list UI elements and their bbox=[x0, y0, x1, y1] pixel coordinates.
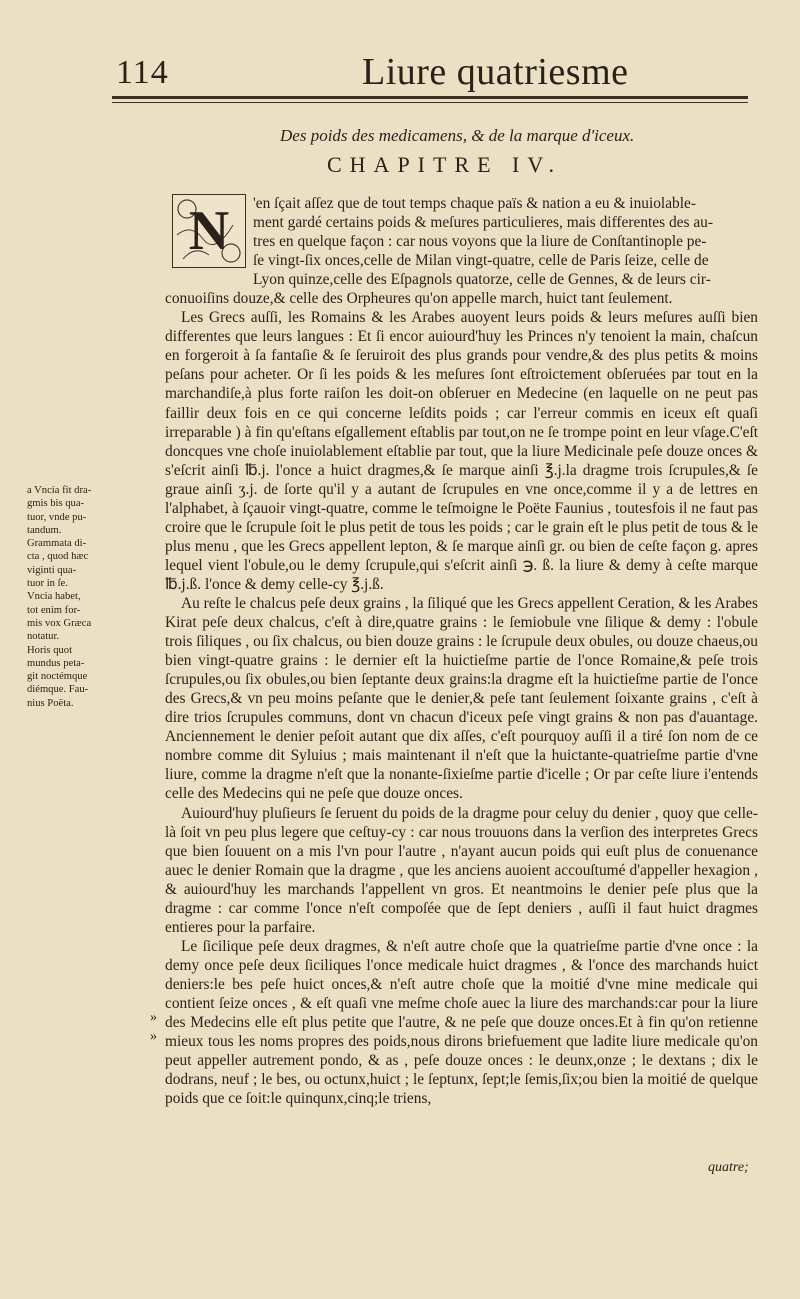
paragraph: Le ſicilique peſe deux dragmes, & n'eſt autre choſe que la quatrieſme partie d'vne once : la demy once peſe deux ſiciliques l'once medicale huict dragmes , & l'once des marchands huict deniers:le bes peſe huict onces,& n'eſt autre choſe que la moitié d'vne mine medicale qui contient ſeize onces , & eſt quaſi vne meſme choſe auec la liure des marchands:car pour la liure des Medecins elle eſt plus petite que l'autre, & ne peſe que douze onces.Et à fin qu'on retienne mieux tous les noms propres des poids,nous dirons briefuement que ladite liure medicale qu'on peut appeller autrement pondo, & as , peſe douze onces : le deunx,onze ; le dextans ; dix le dodrans, neuf ; le bes, ou octunx,huict ; le ſeptunx, ſept;le ſemis,ſix;ou bien la moitié de quelque poids que ce ſoit:le quinqunx,cinq;le triens, bbox=[165, 937, 758, 1108]
paragraph: Au reſte le chalcus peſe deux grains , la ſiliqué que les Grecs appellent Ceration, & les Arabes Kirat peſe deux chalcus, c'eſt à dire,quatre grains : le ſemiobule vne ſilique & demy : l'obule trois ſiliques , ou ſix chalcus, ou bien douze grains : le ſcrupule deux obules, ou douze chaeus,ou bien vingt-quatre grains : le dernier eſt la huictieſme partie de l'once Romaine,& peſe trois ſcrupules,ou ſix obules,ou bien ſeptante deux grains:la dragme eſt la huictieſme partie de l'once des Grecs,& vn peu moins peſante que le denier,& peſe tant ſeulement ſoixante grains , c'eſt à dire trios ſcrupules communs, dont vn chacun d'iceux peſe vingt grains & non pas d'auantage. Anciennement le denier peſoit autant que dix aſſes, c'eſt pourquoy auſſi il a tiré ſon nom de ce nombre comme dit Syluius ; mais maintenant il n'eſt que la huictante-quatrieſme partie d'vne liure, comme la dragme n'eſt que la nonante-ſixieſme partie d'icelle ; Or par ceſte liure i'entends celle des Medecins qui ne peſe que douze onces. bbox=[165, 594, 758, 803]
quote-mark: » bbox=[150, 1029, 157, 1044]
text-line: tres en quelque façon : car nous voyons que la liure de Conſtantinople pe- bbox=[253, 233, 707, 251]
margin-note-line: gmis bis qua- bbox=[27, 498, 85, 510]
margin-note-line: tuor, vnde pu- bbox=[27, 511, 87, 523]
margin-note-line: Horis quot bbox=[27, 644, 73, 656]
margin-note-line: notatur. bbox=[27, 631, 60, 643]
margin-note-line: viginti qua- bbox=[27, 564, 77, 576]
margin-notes bbox=[27, 484, 149, 710]
running-title: Liure quatriesme bbox=[362, 51, 629, 93]
page-header bbox=[110, 48, 750, 98]
text-line: ment gardé certains poids & meſures particulieres, mais differentes des au- bbox=[253, 214, 713, 232]
margin-note-line: tot enim for- bbox=[27, 604, 81, 616]
margin-note-line: Grammata di- bbox=[27, 538, 87, 550]
text-line: 'en ſçait aſſez que de tout temps chaque païs & nation a eu & inuiolable- bbox=[253, 195, 696, 212]
header-rule bbox=[112, 96, 748, 99]
margin-note-line: git noctémque bbox=[27, 671, 88, 683]
header-rule-thin bbox=[112, 102, 748, 103]
margin-note-line: Vncia habet, bbox=[27, 591, 81, 603]
margin-note-line: diémque. Fau- bbox=[27, 684, 89, 696]
margin-note-line: tuor in ſe. bbox=[27, 578, 68, 590]
chapter-subtitle: Des poids des medicamens, & de la marque d'iceux. bbox=[280, 126, 635, 145]
paragraph: Auiourd'huy pluſieurs ſe ſeruent du poids de la dragme pour celuy du denier , quoy que celle-là ſoit vn peu plus legere que ceſtuy-cy : car nous trouuons dans la verſion des interpretes Grecs que bien ſouuent on a mis l'vn pour l'autre , n'ayant aucun poids qui euſt plus de conuenance auec le denier Romain que la dragme , que les anciens auoient accouſtumé d'appeller hexagion , & auiourd'huy les marchands l'appellent vn gros. Et neantmoins le denier peſe plus que la dragme : car comme l'once n'eſt compoſée que de ſept deniers , auſſi il faut huict dragmes entieres pour la parfaire. bbox=[165, 804, 758, 936]
initial-letter: N bbox=[188, 200, 230, 262]
paragraph: Les Grecs auſſi, les Romains & les Arabes auoyent leurs poids & leurs meſures auſſi bien differentes que leurs langues : Et ſi encor auiourd'huy les Princes n'y tenoient la main, chaſcun en forgeroit à ſa fantaſie & ſe ſeruiroit des plus grands pour vendre,& des plus petits & moins peſans pour acheter. Or ſi les poids & les meſures ſont eſtroictement obſeruées par tout en la marchandiſe,à plus forte raiſon les doit-on obſeruer en Medecine (en laquelle on ne peut pas faillir deux fois en ce qui concerne leſdits poids ; car l'erreur commis en iceux eſt quaſi irreparable ) à fin qu'eſtans eſgallement eſtablis par tout,on ne ſe trompe point en leur vſage.C'eſt doncques vne choſe inuiolablement eſtablie par tout, que la liure Medicinale peſe douze onces & s'eſcrit ainſi ℔.j. l'once a huict dragmes,& ſe marque ainſi ℥.j.la dragme trois ſcrupules,& ſe graue ainſi ʒ.j. de ſorte qu'il y a autant de ſcrupules en vne once,comme il y a de lettres en l'alphabet, à ſçauoir vingt-quatre, comme le teſmoigne le Poëte Faunius , toutesfois il ne faut pas croire que le ſcrupule ſoit le plus petit de tous les poids ; car le grain eſt le plus petit de tous & le plus menu , que les Grecs appellent lepton, & ſe marque ainſi gr. ou bien de ceſte façon g. apres lequel vient l'obule,ou le demy ſcrupule,qui s'eſcrit ainſi ℈. ß. la liure & demy à ceſte marque ℔.j.ß. l'once & demy celle-cy ℥.j.ß. bbox=[165, 309, 758, 593]
chapter-heading: CHAPITRE IV. bbox=[327, 152, 562, 177]
opening-lines bbox=[165, 194, 758, 289]
page-number: 114 bbox=[116, 54, 169, 91]
catchword: quatre; bbox=[708, 1160, 749, 1175]
margin-note-line: nius Poëta. bbox=[27, 697, 74, 709]
text-line: ſe vingt-ſix onces,celle de Milan vingt-quatre, celle de Paris ſeize, celle de bbox=[253, 252, 709, 270]
margin-note-line: mis vox Græca bbox=[27, 617, 92, 629]
quote-mark: » bbox=[150, 1010, 157, 1025]
margin-note-line: a Vncia fit dra- bbox=[27, 485, 92, 496]
paragraph: conuoiſins douze,& celle des Orpheures qu'on appelle march, huict tant ſeulement. bbox=[165, 290, 673, 308]
margin-note-line: tandum. bbox=[27, 524, 62, 536]
margin-note-line: cta , quod hæc bbox=[27, 551, 89, 563]
text-line: Lyon quinze,celle des Eſpagnols quatorze, celle de Gennes, & de leurs cir- bbox=[253, 271, 711, 289]
chapter-body bbox=[165, 194, 758, 1108]
quotation-marks bbox=[150, 1008, 157, 1046]
margin-note-line: mundus peta- bbox=[27, 657, 85, 669]
